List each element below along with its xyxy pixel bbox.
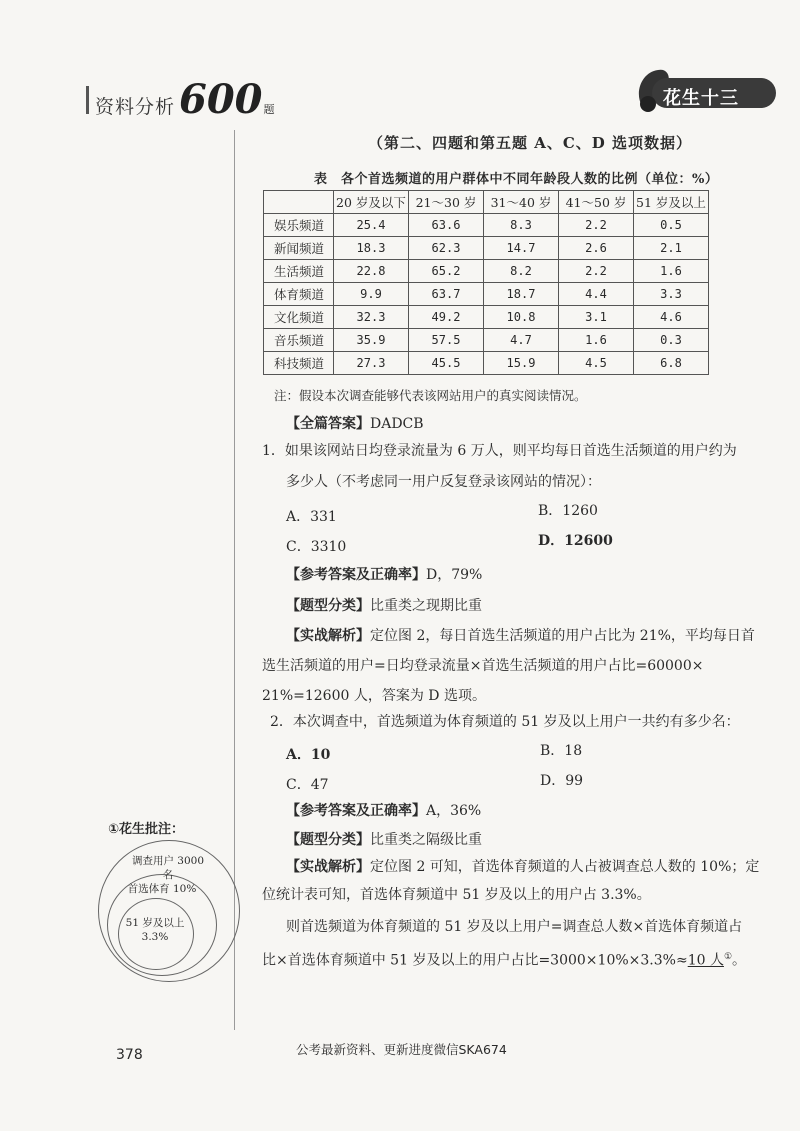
q2-answer-underlined: 10 人 [687,952,724,969]
q2-ref-value: A，36% [426,803,482,819]
q2-analysis-line3: 则首选频道为体育频道的 51 岁及以上用户=调查总人数×首选体育频道占 [286,919,743,935]
row-label: 生活频道 [264,260,334,283]
q1-analysis-label: 【实战解析】 [286,628,370,644]
table-cell: 15.9 [484,352,559,375]
table-cell: 0.5 [634,214,709,237]
brand-bar [86,86,89,114]
column-header: 31～40 岁 [484,191,559,214]
q1-analysis-line2: 选生活频道的用户=日均登录流量×首选生活频道的用户占比=60000× [262,658,704,674]
q2-type-label: 【题型分类】 [286,832,370,848]
q1-reference [286,565,482,585]
table-cell: 18.3 [334,237,409,260]
brand-text: 资料分析 [95,96,176,118]
q2-option-b: B．18 [540,743,583,759]
column-header: 51 岁及以上 [634,191,709,214]
page-number: 378 [116,1047,143,1063]
q1-analysis-line3: 21%=12600 人，答案为 D 选项。 [262,688,486,704]
table-row [264,306,709,329]
logo-text: 花生十三 [663,88,739,109]
column-header: 21～30 岁 [409,191,484,214]
data-table [263,190,709,375]
q1-type-value: 比重类之现期比重 [370,598,482,614]
table-corner-cell [264,191,334,214]
brand-small: 题 [263,103,275,116]
middle-circle-label: 首选体育 10% [127,883,197,895]
q1-option-b: B．1260 [538,503,598,519]
table-cell: 25.4 [334,214,409,237]
outer-circle-label: 调查用户 3000 名 [131,855,205,881]
table-cell: 10.8 [484,306,559,329]
table-cell: 2.1 [634,237,709,260]
q2-analysis-line4 [262,947,746,971]
table-cell: 4.4 [559,283,634,306]
logo [628,62,778,118]
q2-type-value: 比重类之隔级比重 [370,832,482,848]
q1-ref-value: D，79% [426,567,483,583]
table-cell: 2.2 [559,214,634,237]
table-cell: 63.6 [409,214,484,237]
column-header: 41～50 岁 [559,191,634,214]
table-cell: 57.5 [409,329,484,352]
table-row [264,283,709,306]
brand-header [86,76,275,123]
inner-circle-label-1: 51 岁及以上 [125,917,185,929]
table-cell: 3.3 [634,283,709,306]
row-label: 科技频道 [264,352,334,375]
table-row [264,237,709,260]
table-cell: 9.9 [334,283,409,306]
q1-type-label: 【题型分类】 [286,598,370,614]
q1-analysis-line1 [286,626,755,646]
section-title: （第二、四题和第五题 A、C、D 选项数据） [368,134,693,152]
q2-analysis-text1: 定位图 2 可知，首选体育频道的人占被调查总人数的 10%；定 [370,859,760,875]
table-cell: 35.9 [334,329,409,352]
q1-analysis-text1: 定位图 2，每日首选生活频道的用户占比为 21%，平均每日首 [370,628,755,644]
sidebar-title: ①花生批注： [108,822,185,837]
table-cell: 1.6 [559,329,634,352]
table-cell: 0.3 [634,329,709,352]
q2-stem-line1: 2．本次调查中，首选频道为体育频道的 51 岁及以上用户一共约有多少名： [270,714,740,730]
q1-option-c: C．3310 [286,539,347,555]
table-row [264,329,709,352]
q2-analysis-line2: 位统计表可知，首选体育频道中 51 岁及以上的用户占 3.3%。 [262,887,651,903]
table-cell: 4.7 [484,329,559,352]
table-cell: 3.1 [559,306,634,329]
table-row [264,352,709,375]
table-cell: 63.7 [409,283,484,306]
row-label: 音乐频道 [264,329,334,352]
row-label: 新闻频道 [264,237,334,260]
q2-reference [286,801,481,821]
table-cell: 8.3 [484,214,559,237]
table-note: 注：假设本次调查能够代表该网站用户的真实阅读情况。 [274,388,587,403]
row-label: 文化频道 [264,306,334,329]
q2-analysis-end: 。 [732,952,747,969]
table-row [264,260,709,283]
q2-option-d: D．99 [540,773,584,789]
q1-type [286,596,482,616]
q1-stem-line2: 多少人（不考虑同一用户反复登录该网站的情况）： [286,474,601,490]
table-cell: 45.5 [409,352,484,375]
q1-option-a: A．331 [286,509,337,525]
table-cell: 8.2 [484,260,559,283]
q1-stem-line1: 1．如果该网站日均登录流量为 6 万人，则平均每日首选生活频道的用户约为 [262,443,737,459]
brand-number: 600 [179,76,263,123]
q2-analysis-label: 【实战解析】 [286,859,370,875]
column-header: 20 岁及以下 [334,191,409,214]
answers-value: DADCB [370,416,424,432]
footnote-marker: ① [723,952,733,962]
q2-analysis-text4: 比×首选体育频道中 51 岁及以上的用户占比=3000×10%×3.3%≈ [262,952,688,969]
row-label: 娱乐频道 [264,214,334,237]
q2-analysis-line1 [286,857,759,877]
inner-circle-label-2: 3.3% [141,931,169,943]
q2-option-c: C．47 [286,777,329,793]
row-label: 体育频道 [264,283,334,306]
q1-option-d: D．12600 [538,533,613,549]
q2-option-a: A．10 [286,747,331,763]
table-header-row [264,191,709,214]
table-cell: 6.8 [634,352,709,375]
table-cell: 18.7 [484,283,559,306]
table-cell: 62.3 [409,237,484,260]
table-caption: 表 各个首选频道的用户群体中不同年龄段人数的比例（单位：%） [314,172,719,187]
table-cell: 2.2 [559,260,634,283]
table-cell: 1.6 [634,260,709,283]
q2-ref-label: 【参考答案及正确率】 [286,803,426,819]
table-cell: 27.3 [334,352,409,375]
table-cell: 14.7 [484,237,559,260]
table-cell: 49.2 [409,306,484,329]
table-cell: 4.6 [634,306,709,329]
table-cell: 22.8 [334,260,409,283]
table-cell: 65.2 [409,260,484,283]
q1-ref-label: 【参考答案及正确率】 [286,567,426,583]
table-cell: 4.5 [559,352,634,375]
footer-text: 公考最新资料、更新进度微信SKA674 [296,1042,507,1057]
all-answers [286,414,424,434]
answers-label: 【全篇答案】 [286,416,370,432]
table-cell: 32.3 [334,306,409,329]
table-cell: 2.6 [559,237,634,260]
table-row [264,214,709,237]
q2-type [286,830,482,850]
